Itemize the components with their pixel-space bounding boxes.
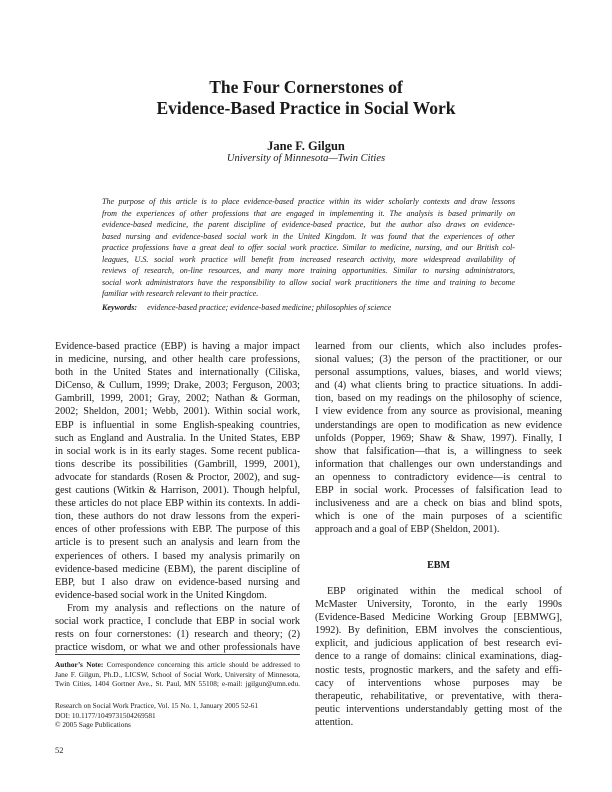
body-line: both in the United States and internationally (Ciliska, bbox=[55, 367, 300, 379]
abstract-line: evidence-based medicine, the parent discipline of evidence-based practice, but the author also draws on evidence- bbox=[102, 220, 515, 229]
body-line: information that challenges our own understandings and bbox=[315, 458, 562, 470]
body-line: show that falsification—that is, a willingness to seek bbox=[315, 445, 562, 457]
body-line: tion, based on my readings on the philosophy of science, bbox=[315, 393, 562, 405]
abstract-line: reviews of research, on-line resources, and many more training opportunities. Similar to nursing administrators, bbox=[102, 266, 515, 275]
body-line: 2002; Sheldon, 2001; Webb, 2001). Within social work, bbox=[55, 406, 300, 418]
body-line: and (4) what clients bring to practice situations. In addi- bbox=[315, 380, 562, 392]
body-line: tion, these authors do not draw lessons from the experi- bbox=[55, 511, 300, 523]
body-line: evidence-based social work in the United Kingdom. bbox=[55, 589, 267, 601]
footnote-divider bbox=[55, 654, 300, 655]
body-line: McMaster University, Toronto, in the early 1990s bbox=[315, 599, 562, 611]
page-number: 52 bbox=[55, 745, 64, 755]
body-line: personal assumptions, values, biases, and world views; bbox=[315, 367, 562, 379]
body-line: in social work is in its early stages. Some recent publica- bbox=[55, 445, 300, 457]
publication-info-line: © 2005 Sage Publications bbox=[55, 720, 131, 730]
body-column-right bbox=[315, 340, 562, 536]
keywords bbox=[102, 303, 391, 312]
body-line: inclusiveness and are a check on bias and blind spots, bbox=[315, 498, 562, 510]
body-line: article is to present such an analysis and learn from the bbox=[55, 537, 300, 549]
body-line: 1992). By definition, EBM involves the conscientious, bbox=[315, 625, 562, 637]
body-line: attention. bbox=[315, 716, 354, 728]
body-column-right-ebm bbox=[315, 585, 562, 729]
publication-info-line: DOI: 10.1177/1049731504269581 bbox=[55, 710, 156, 720]
body-line: understandings are open to modification as new evidence bbox=[315, 419, 562, 431]
author-note bbox=[55, 660, 300, 689]
body-line: ences of other professions with EBP. The purpose of this bbox=[55, 524, 300, 536]
body-line: EBP in social work. Processes of falsification lead to bbox=[315, 485, 562, 497]
abstract-line: based nursing and evidence-based social work in the United Kingdom. It was found that the experiences of other bbox=[102, 231, 515, 241]
body-line: I view evidence from any source as provisional, meaning bbox=[315, 406, 562, 418]
publication-info-line: Research on Social Work Practice, Vol. 15 No. 1, January 2005 52-61 bbox=[55, 701, 259, 710]
body-line: EBP, but I also draw on evidence-based nursing and bbox=[55, 576, 300, 588]
body-line: approach and a goal of EBP (Sheldon, 2001). bbox=[315, 524, 500, 536]
author-name: Jane F. Gilgun bbox=[267, 139, 345, 153]
body-line: practice wisdom, or what we and other professionals have bbox=[55, 642, 300, 654]
author-note-label: Author’s Note: bbox=[55, 660, 104, 669]
paper-title-line-1: The Four Cornerstones of bbox=[209, 77, 403, 97]
author-note-line: Twin Cities, 1404 Gortner Ave., St. Paul, MN 55108; e-mail: jgilgun@umn.edu. bbox=[55, 679, 300, 689]
body-line: Gambrill, 1999, 2001; Gray, 2002; Nathan & Gorman, bbox=[55, 393, 300, 405]
abstract bbox=[102, 196, 515, 300]
body-line: advocate for standards (Rosen & Proctor, 2002), and sug- bbox=[55, 471, 300, 483]
abstract-line: practice professions have a great deal to offer social work practice. Similar to medicine, nursing, and our British col- bbox=[102, 243, 515, 252]
body-line: social work practice, I conclude that EBP in social work bbox=[55, 615, 300, 627]
author-note-line: Jane F. Gilgun, Ph.D., LICSW, School of Social Work, University of Minnesota, bbox=[55, 669, 300, 679]
abstract-line: leagues, U.S. social work practice will benefit from increased research activity, more widespread availability of bbox=[102, 254, 515, 264]
body-line: EBP is influential in some English-speaking countries, bbox=[55, 419, 300, 431]
section-heading: EBM bbox=[427, 560, 450, 571]
body-line: DiCenso, & Cullum, 1999; Drake, 2003; Ferguson, 2003; bbox=[55, 380, 300, 392]
body-line: EBP originated within the medical school of bbox=[327, 586, 562, 597]
body-line: which is one of the main purposes of a scientific bbox=[315, 511, 562, 523]
author-note-line: Correspondence concerning this article should be addressed to bbox=[106, 660, 300, 669]
body-line: nostic tests, prognostic markers, and the safety and effi- bbox=[315, 664, 562, 676]
body-line: learned from our clients, which also includes profes- bbox=[315, 341, 562, 352]
body-line: experiences of others. I based my analysis primarily on bbox=[55, 550, 300, 562]
body-line: such as England and Australia. In the United States, EBP bbox=[55, 432, 300, 444]
paper-title-line-2: Evidence-Based Practice in Social Work bbox=[156, 98, 456, 118]
body-line: cacy of interventions whose purposes may be bbox=[315, 677, 562, 689]
abstract-line: familiar with research relevant to their practice. bbox=[102, 289, 259, 298]
body-line: in medicine, nursing, and other health care professions, bbox=[55, 354, 300, 366]
body-line: sional values; (3) the person of the practitioner, or our bbox=[315, 354, 562, 366]
abstract-line: from the experiences of other professions that are engaged in implementing it. The analysis is based primarily on bbox=[102, 208, 515, 218]
body-line: peutic interventions understandably getting most of the bbox=[315, 703, 562, 715]
body-line: tions describe its possibilities (Gambrill, 1999, 2001), bbox=[55, 458, 300, 470]
body-line: rests on four cornerstones: (1) research and theory; (2) bbox=[55, 629, 300, 641]
body-line: dence to a range of domains: clinical examinations, diag- bbox=[315, 651, 562, 663]
body-column-left bbox=[55, 340, 300, 654]
abstract-line: The purpose of this article is to place evidence-based practice within its wider scholarly contexts and draw lessons bbox=[102, 197, 515, 206]
publication-info bbox=[55, 701, 300, 730]
body-line: evidence-based medicine (EBM), the parent discipline of bbox=[55, 563, 300, 575]
body-line: (Evidence-Based Medicine Working Group [EBMWG], bbox=[315, 612, 562, 624]
abstract-line: social work administrators have the responsibility to allow social work practitioners the time and training to become bbox=[102, 277, 515, 287]
body-line: these articles do not place EBP within its contexts. In addi- bbox=[55, 498, 300, 510]
keywords-value: evidence-based practice; evidence-based medicine; philosophies of science bbox=[147, 303, 392, 312]
body-line: therapeutic, rehabilitative, or preventative, with thera- bbox=[315, 690, 562, 702]
body-line: unfolds (Popper, 1969; Shaw & Shaw, 1997). Finally, I bbox=[315, 432, 562, 444]
body-line: gest cautions (Witkin & Harrison, 2001). Though helpful, bbox=[55, 485, 300, 497]
keywords-label: Keywords: bbox=[102, 303, 138, 312]
body-line: an openness to contradictory evidence—is central to bbox=[315, 471, 562, 483]
body-line: Evidence-based practice (EBP) is having a major impact bbox=[55, 341, 300, 352]
body-line: From my analysis and reflections on the nature of bbox=[67, 602, 300, 614]
author-affiliation: University of Minnesota—Twin Cities bbox=[226, 153, 386, 164]
body-line: explicit, and judicious application of best research evi- bbox=[315, 638, 562, 650]
